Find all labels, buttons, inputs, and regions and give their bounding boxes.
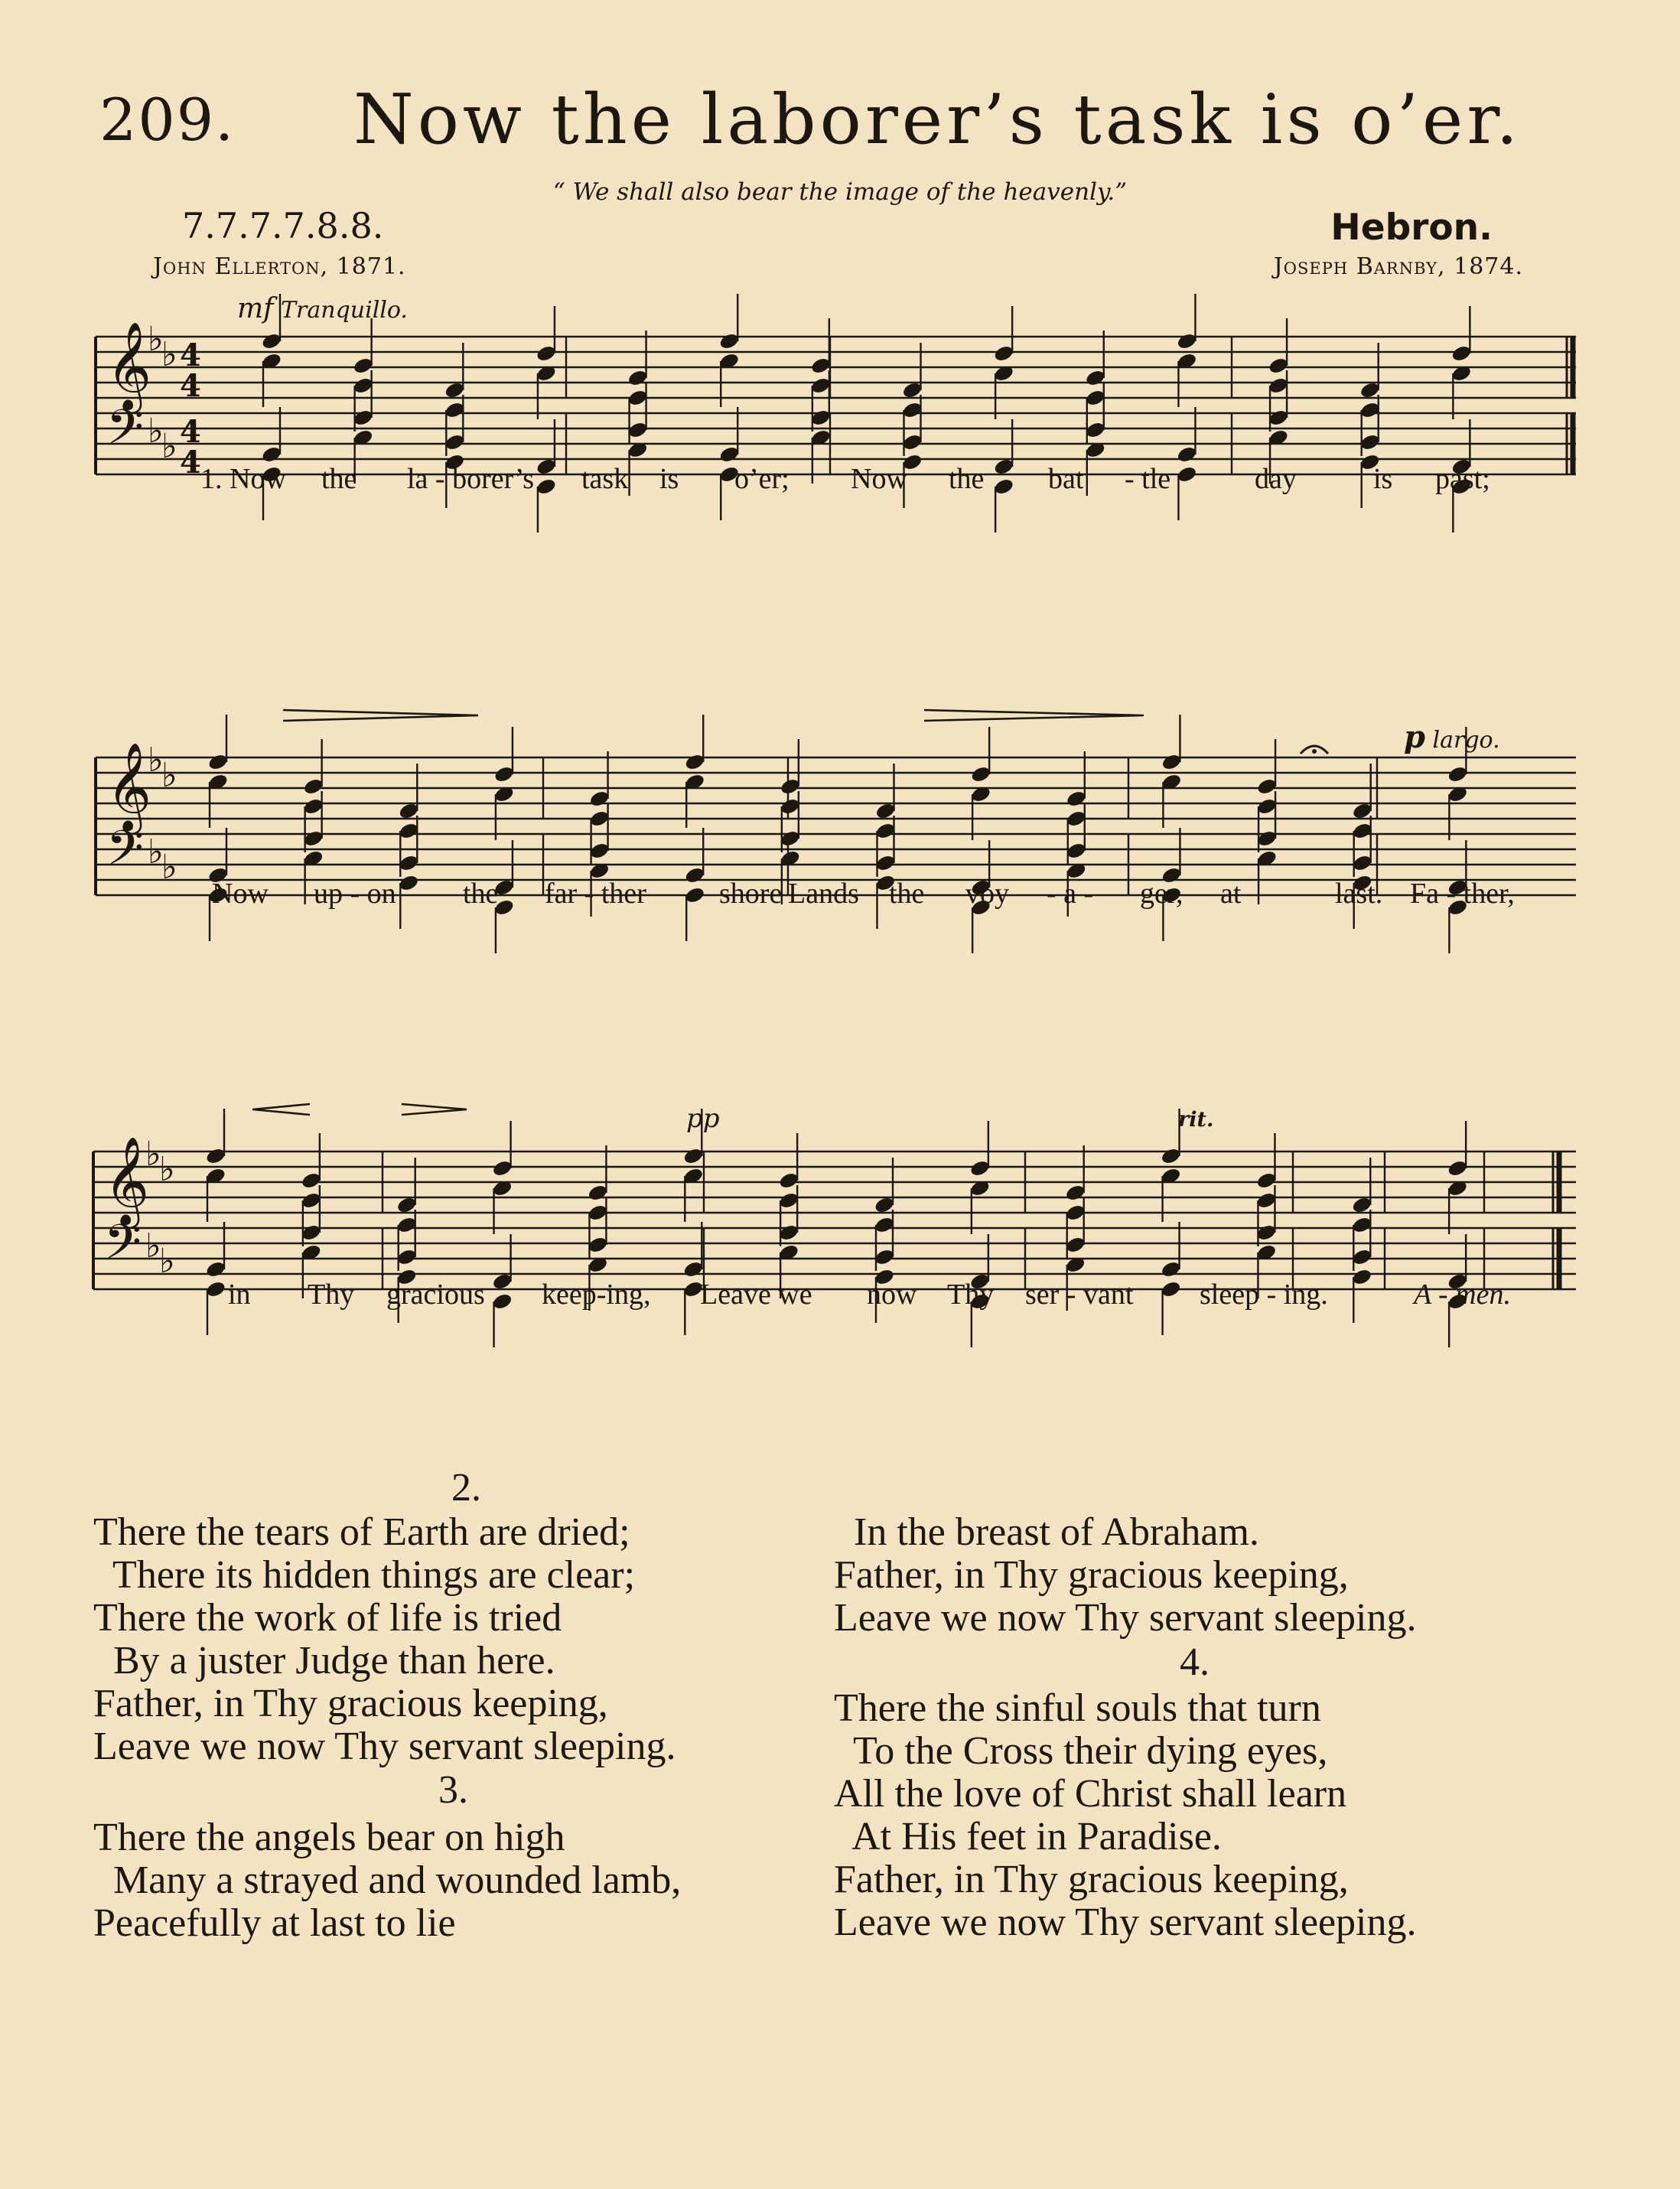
verse-2: [93, 1511, 676, 1768]
lyric-syllable: now: [867, 1279, 917, 1311]
flat-icon: ♭: [148, 412, 164, 451]
verse-line: Father, in Thy gracious keeping,: [834, 1858, 1349, 1901]
lyric-syllable: past;: [1435, 463, 1490, 495]
fermata-dot: [1312, 749, 1317, 754]
decrescendo-hairpin: [283, 710, 478, 721]
verse-line: Leave we now Thy servant sleeping.: [93, 1725, 676, 1768]
decrescendo-hairpin: [924, 710, 1144, 721]
verse-line: There its hidden things are clear;: [93, 1553, 636, 1597]
time-signature-numerator: 4: [180, 414, 201, 450]
lyric-syllable: A - men.: [1414, 1279, 1511, 1311]
time-signature-denominator: 4: [180, 368, 201, 404]
verse-line: To the Cross their dying eyes,: [834, 1729, 1328, 1773]
lyric-syllable: - a -: [1047, 878, 1094, 910]
hymn-title: Now the laborer’s task is o’er.: [353, 80, 1522, 160]
verse-line: At His feet in Paradise.: [834, 1815, 1222, 1858]
tempo-rit: rit.: [1178, 1108, 1214, 1132]
lyrics-line-2: [0, 877, 1680, 915]
lyric-syllable: Now: [212, 878, 269, 910]
verse-line: Father, in Thy gracious keeping,: [834, 1553, 1349, 1597]
verse-line: Father, in Thy gracious keeping,: [93, 1682, 608, 1725]
meter: 7.7.7.7.8.8.: [182, 205, 384, 246]
verse-2-number: 2.: [451, 1466, 481, 1510]
lyric-syllable: the: [463, 878, 499, 910]
lyric-syllable: the: [889, 878, 925, 910]
treble-clef-icon: 𝄞: [106, 321, 152, 410]
flat-icon: ♭: [161, 756, 177, 795]
flat-icon: ♭: [159, 1150, 175, 1189]
lyric-syllable: at: [1220, 878, 1242, 910]
flat-icon: ♭: [145, 1226, 161, 1266]
lyric-syllable: bat: [1048, 463, 1084, 495]
epigraph: “ We shall also bear the image of the heavenly.”: [552, 178, 1128, 206]
flat-icon: ♭: [148, 320, 164, 359]
bass-clef-icon: 𝄢: [106, 399, 144, 467]
lyric-syllable: voy: [965, 878, 1009, 910]
treble-clef-icon: 𝄞: [106, 741, 152, 831]
lyric-syllable: the: [321, 463, 357, 495]
lyric-syllable: task: [581, 463, 629, 495]
lyric-syllable: last.: [1335, 878, 1383, 910]
flat-icon: ♭: [159, 1242, 175, 1281]
score-staves: [93, 294, 1576, 1347]
lyric-syllable: Leave we: [700, 1279, 812, 1311]
verse-3-number: 3.: [438, 1768, 468, 1812]
verse-3-right: [834, 1511, 1416, 1640]
flat-icon: ♭: [148, 741, 164, 780]
verse-4: [834, 1687, 1416, 1944]
verse-3-left: [93, 1816, 681, 1945]
flat-icon: ♭: [161, 335, 177, 374]
dynamic-p: p largo.: [1404, 719, 1500, 755]
flat-icon: ♭: [145, 1135, 161, 1174]
lyric-syllable: sleep - ing.: [1200, 1279, 1328, 1311]
lyric-syllable: is: [1373, 463, 1393, 495]
verse-line: Peacefully at last to lie: [93, 1901, 456, 1945]
music-composer: Joseph Barnby, 1874.: [1273, 253, 1523, 280]
hymn-number: 209.: [99, 86, 236, 154]
treble-clef-icon: 𝄞: [104, 1135, 150, 1225]
dynamic-pp: pp: [686, 1103, 720, 1134]
lyric-syllable: shore: [719, 878, 783, 910]
tune-name: Hebron.: [1330, 207, 1493, 249]
flat-icon: ♭: [161, 427, 177, 466]
time-signature-numerator: 4: [180, 337, 201, 373]
verse-line: There the tears of Earth are dried;: [93, 1510, 630, 1554]
verse-line: Many a strayed and wounded lamb,: [93, 1858, 682, 1902]
lyrics-line-1: [0, 462, 1680, 500]
lyrics-line-3: [0, 1278, 1680, 1316]
tempo-largo: largo.: [1432, 727, 1500, 754]
verse-line: There the angels bear on high: [93, 1816, 565, 1859]
decrescendo-hairpin: [402, 1104, 467, 1115]
lyric-syllable: in: [228, 1279, 251, 1311]
lyric-syllable: ser - vant: [1025, 1279, 1134, 1311]
verse-4-number: 4.: [1180, 1640, 1210, 1684]
verse-line: There the work of life is tried: [93, 1596, 562, 1640]
lyric-syllable: Thy: [308, 1279, 355, 1311]
lyric-syllable: la - borer’s: [407, 463, 535, 495]
bass-clef-icon: 𝄢: [106, 819, 144, 888]
flat-icon: ♭: [148, 832, 164, 871]
dynamic-mf: mf Tranquillo.: [237, 293, 408, 324]
lyric-syllable: gracious: [386, 1279, 485, 1311]
verse-line: All the love of Christ shall learn: [834, 1772, 1347, 1816]
time-signature-denominator: 4: [180, 445, 201, 480]
lyric-syllable: Fa - ther,: [1410, 878, 1515, 910]
lyric-syllable: ger,: [1140, 878, 1183, 910]
lyric-syllable: Lands: [788, 878, 859, 910]
lyric-syllable: day: [1255, 463, 1297, 495]
lyric-syllable: up - on: [314, 878, 396, 910]
verse-line: By a juster Judge than here.: [93, 1639, 555, 1682]
lyric-syllable: 1. Now: [200, 463, 286, 495]
crescendo-hairpin: [252, 1104, 310, 1115]
lyric-syllable: far - ther: [545, 878, 646, 910]
words-author: John Ellerton, 1871.: [153, 253, 406, 280]
lyric-syllable: Thy: [947, 1279, 995, 1311]
verse-line: Leave we now Thy servant sleeping.: [834, 1596, 1417, 1640]
verse-line: There the sinful souls that turn: [834, 1686, 1321, 1730]
flat-icon: ♭: [161, 848, 177, 887]
bass-clef-icon: 𝄢: [104, 1213, 142, 1282]
verse-line: Leave we now Thy servant sleeping.: [834, 1901, 1417, 1944]
verse-line: In the breast of Abraham.: [834, 1510, 1259, 1554]
lyric-syllable: keep-ing,: [542, 1279, 651, 1311]
lyric-syllable: - tle: [1125, 463, 1171, 495]
lyric-syllable: o’er;: [734, 463, 790, 495]
lyric-syllable: the: [949, 463, 985, 495]
tempo-tranquillo: Tranquillo.: [281, 297, 408, 324]
lyric-syllable: Now: [851, 463, 907, 495]
lyric-syllable: is: [659, 463, 679, 495]
